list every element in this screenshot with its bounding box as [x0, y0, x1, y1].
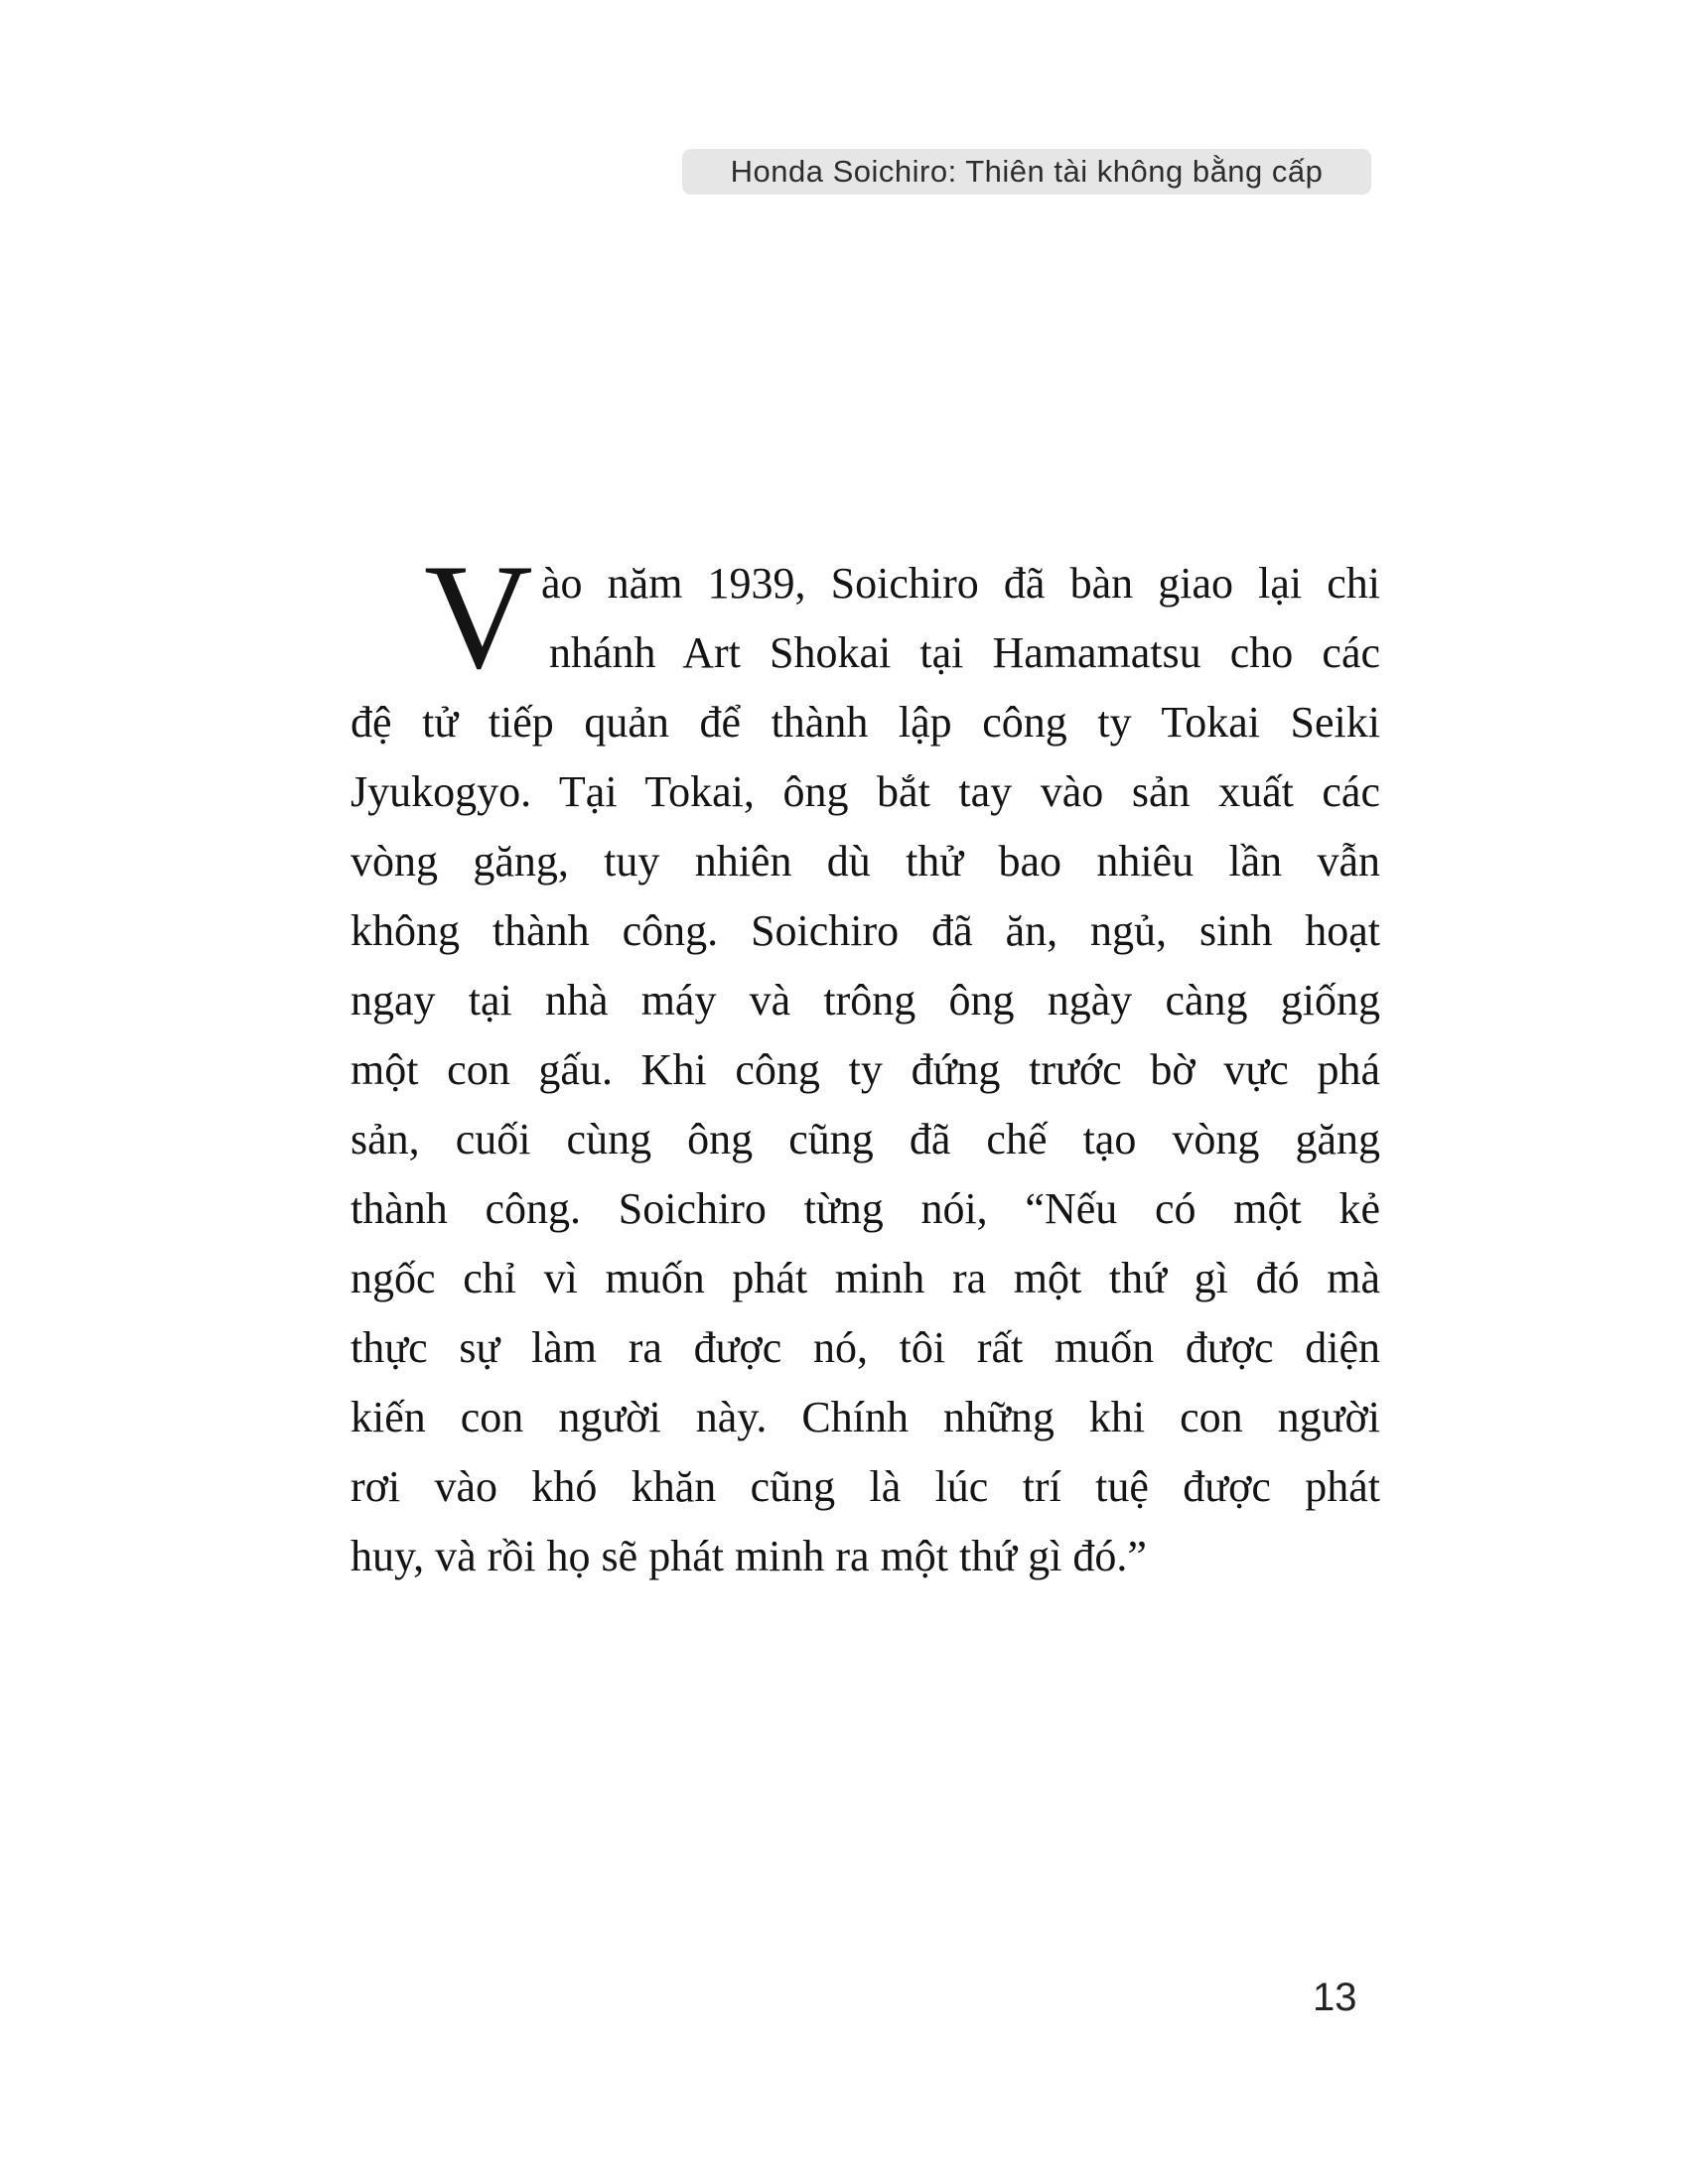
- paragraph-line: thực sự làm ra được nó, tôi rất muốn được diện: [351, 1323, 1380, 1372]
- paragraph-line: không thành công. Soichiro đã ăn, ngủ, sinh hoạt: [351, 906, 1380, 955]
- running-header-title: Honda Soichiro: Thiên tài không bằng cấp: [730, 154, 1324, 189]
- running-header: [682, 149, 1371, 195]
- drop-cap-letter: V: [424, 533, 533, 700]
- paragraph-line: nhánh Art Shokai tại Hamamatsu cho các: [549, 628, 1380, 677]
- paragraph-line: đệ tử tiếp quản để thành lập công ty Tokai Seiki: [351, 698, 1380, 747]
- paragraph-line: huy, và rồi họ sẽ phát minh ra một thứ gì đó.”: [351, 1532, 1147, 1580]
- body-paragraph: [351, 533, 1380, 1591]
- paragraph-line: Jyukogyo. Tại Tokai, ông bắt tay vào sản xuất các: [351, 767, 1380, 816]
- paragraph-line: ào năm 1939, Soichiro đã bàn giao lại chi: [541, 559, 1380, 608]
- paragraph-line: ngay tại nhà máy và trông ông ngày càng giống: [351, 976, 1380, 1024]
- paragraph-line: vòng găng, tuy nhiên dù thử bao nhiêu lần vẫn: [351, 837, 1380, 886]
- paragraph-line: rơi vào khó khăn cũng là lúc trí tuệ được phát: [351, 1462, 1380, 1511]
- paragraph-line: một con gấu. Khi công ty đứng trước bờ vực phá: [351, 1045, 1380, 1094]
- paragraph-line: ngốc chỉ vì muốn phát minh ra một thứ gì đó mà: [351, 1254, 1380, 1302]
- paragraph-line: kiến con người này. Chính những khi con người: [351, 1393, 1380, 1441]
- paragraph-line: thành công. Soichiro từng nói, “Nếu có một kẻ: [351, 1184, 1380, 1233]
- page-number: 13: [1313, 1976, 1357, 2019]
- paragraph-line: sản, cuối cùng ông cũng đã chế tạo vòng găng: [351, 1115, 1380, 1163]
